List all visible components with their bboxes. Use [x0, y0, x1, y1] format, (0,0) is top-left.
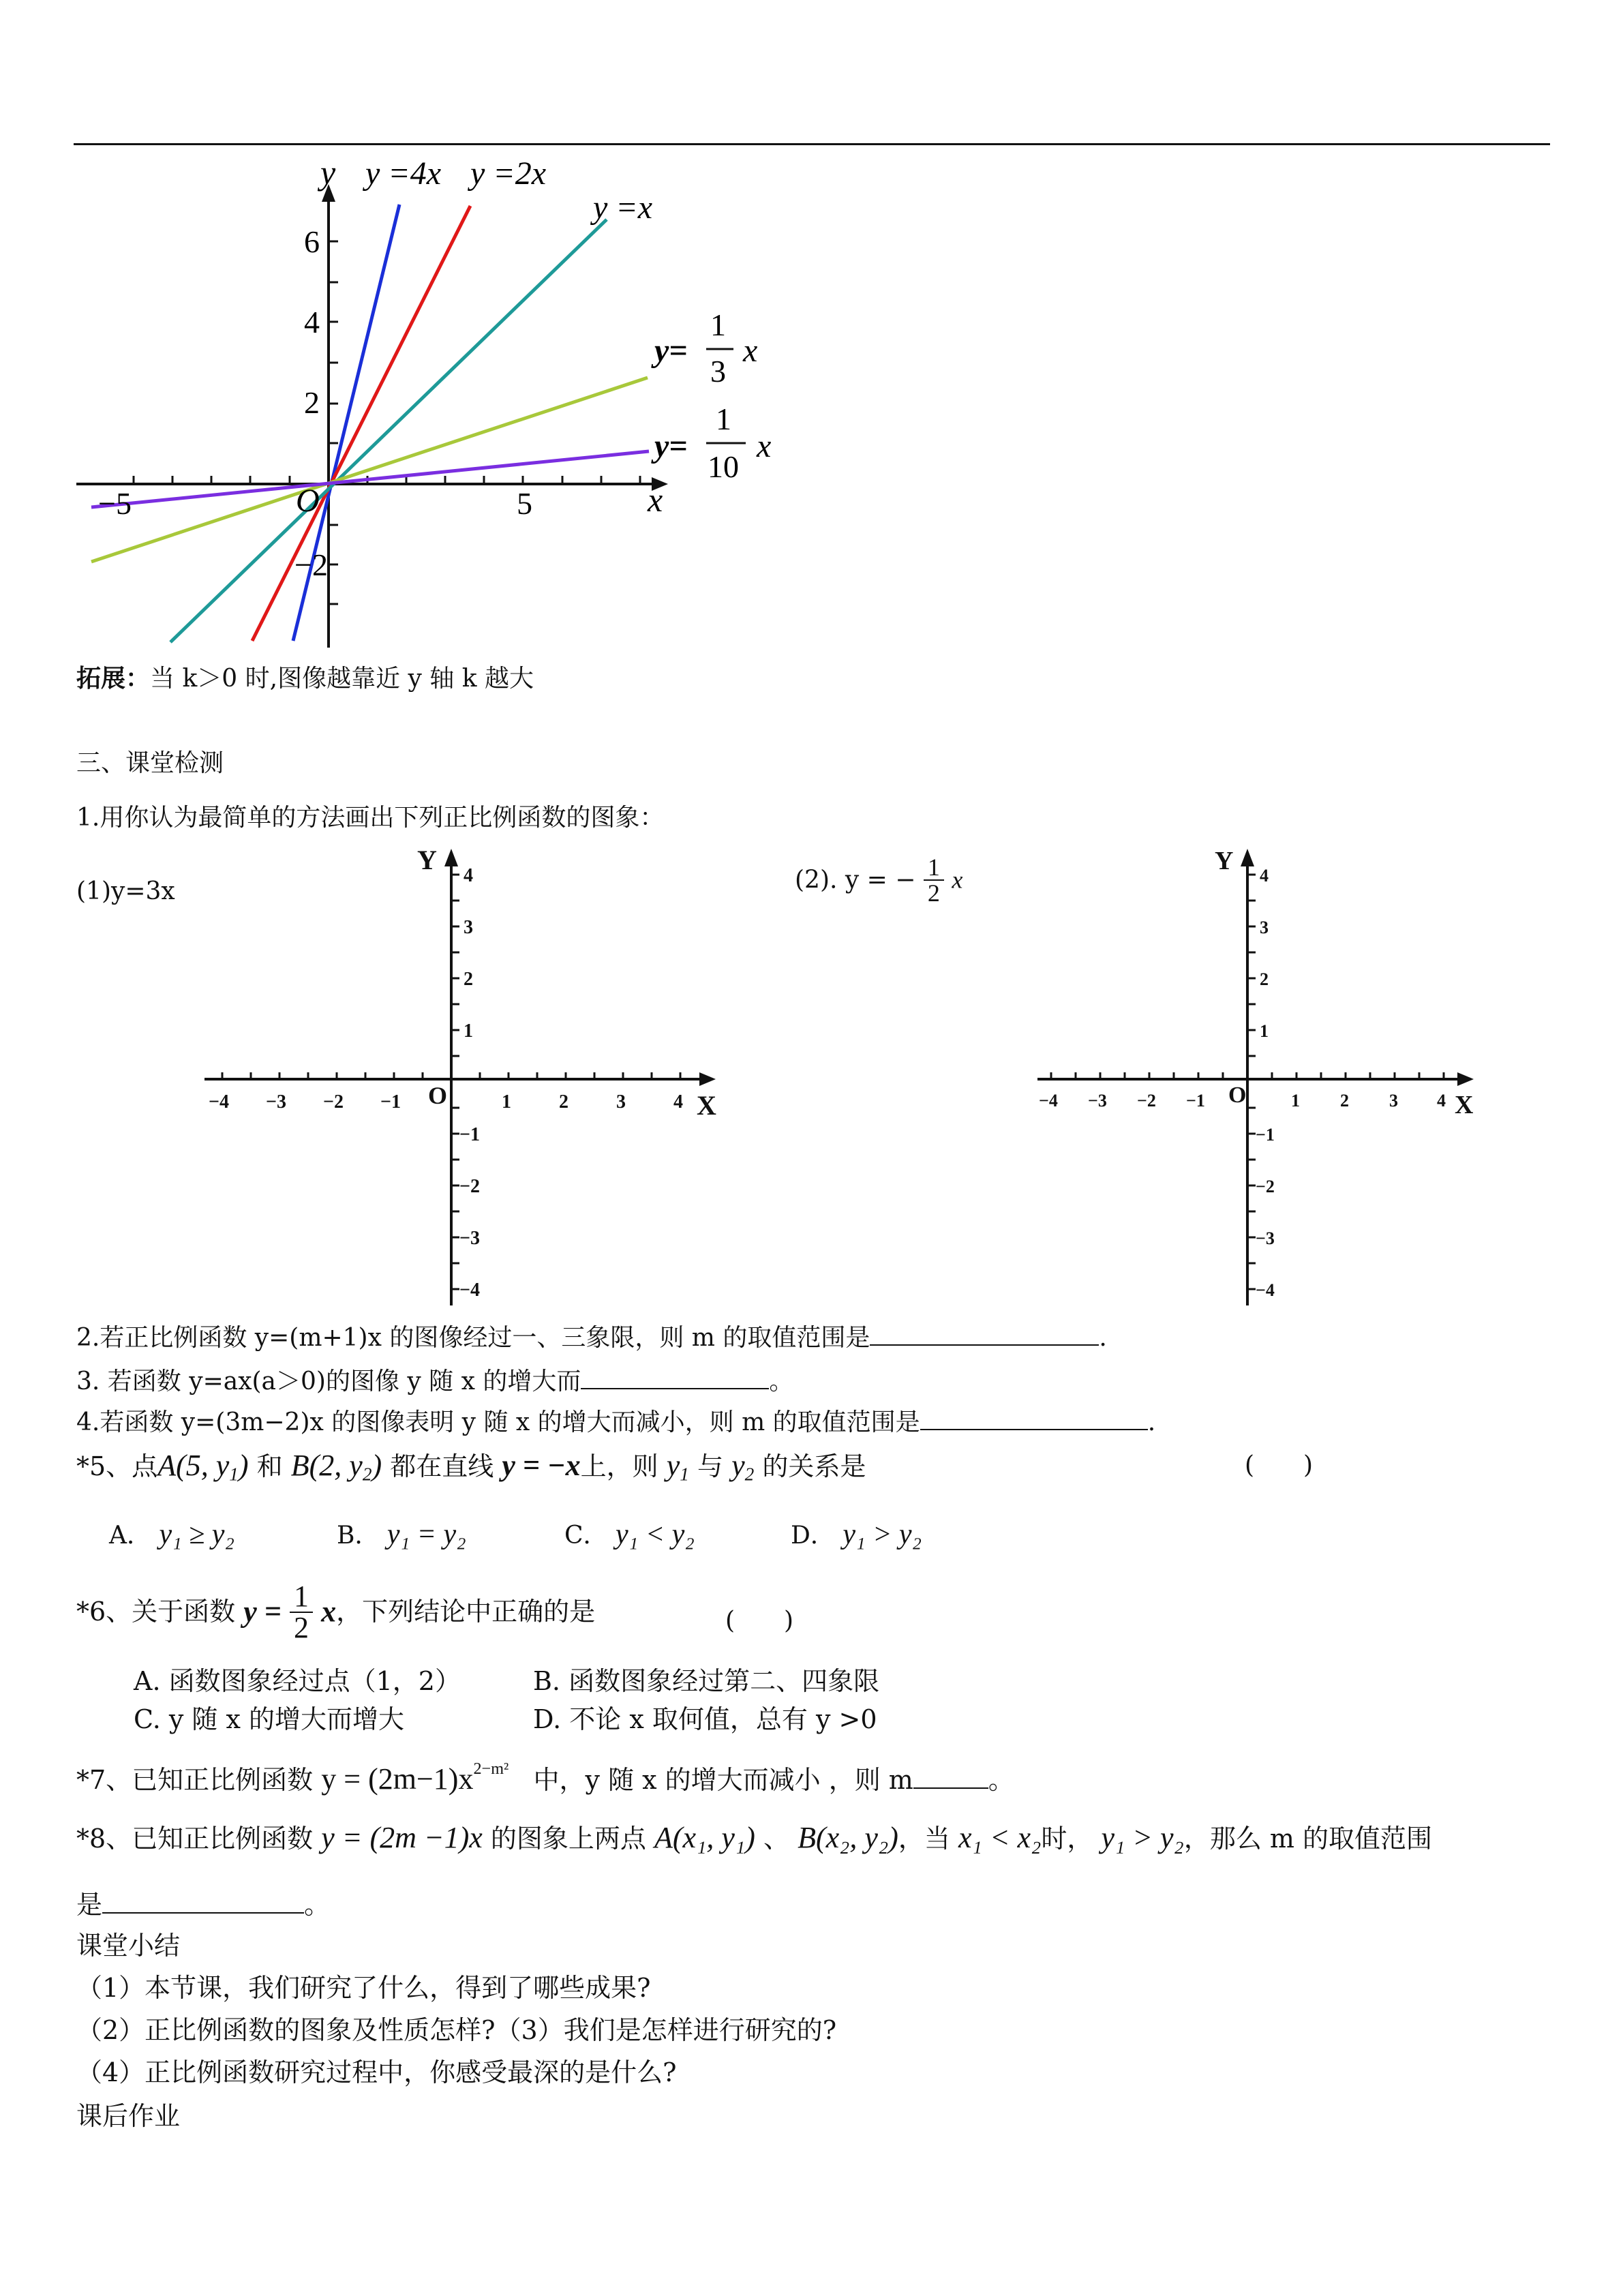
- label-y-2x: y =2x: [470, 157, 546, 192]
- q8-prefix: *8、已知正比例函数: [76, 1824, 314, 1854]
- q5-option-b: B． y₁ = y₂: [337, 1519, 466, 1550]
- extension-text: 当 k＞0 时,图像越靠近 y 轴 k 越大: [150, 665, 534, 693]
- graph-origin-label: O: [296, 483, 320, 519]
- q2-end: .: [1099, 1324, 1107, 1352]
- ax1-ytick-n3: −3: [459, 1228, 480, 1249]
- q1-part2: [795, 855, 962, 905]
- q8-point-a: A(x₁, y₁): [654, 1821, 755, 1854]
- q8-sep: 、: [763, 1824, 789, 1854]
- q6-paren: ( ): [725, 1607, 794, 1635]
- q8-res: y₁ > y₂: [1101, 1821, 1184, 1854]
- ax2-xtick-n4: −4: [1039, 1091, 1058, 1111]
- q5-and: 和: [256, 1451, 283, 1481]
- ax2-ytick-n4: −4: [1256, 1280, 1275, 1300]
- q7-prefix: *7、已知正比例函数: [76, 1764, 314, 1795]
- q8-when: ，当: [898, 1824, 950, 1854]
- proportional-functions-graph: [68, 157, 832, 654]
- line-y-2x: [252, 206, 470, 641]
- ax2-origin: O: [1228, 1083, 1247, 1108]
- ax2-xtick-n2: −2: [1137, 1091, 1156, 1111]
- ax2-ytick-3: 3: [1260, 918, 1269, 937]
- q5-y1: $y_1$: [666, 1449, 689, 1485]
- summary-title: 课堂小结: [76, 1931, 181, 1961]
- q1-part2-fraction: $\frac{1}{2}$: [924, 855, 944, 905]
- label-third-post: x: [743, 333, 758, 369]
- q3-end: 。: [769, 1368, 794, 1395]
- q1-part2-pre: (2). y = −: [795, 866, 916, 894]
- ax2-y-label: Y: [1215, 847, 1234, 875]
- label-third-pre: y=: [654, 333, 688, 369]
- q3-line: [76, 1366, 793, 1396]
- q5-point-b: B(2, $y_2$): [290, 1449, 382, 1485]
- ax1-ytick-n4: −4: [459, 1280, 480, 1301]
- extension-line: [76, 664, 534, 693]
- q7-tail: 中，y 随 x 的增大而减小 ，则 m: [533, 1764, 913, 1795]
- ax1-xtick-2: 2: [559, 1091, 568, 1113]
- graph-y-label: y: [320, 157, 336, 192]
- q4-text: 4.若函数 y=(3m−2)x 的图像表明 y 随 x 的增大而减小，则 m 的取值范围是: [76, 1408, 920, 1436]
- q5-with: 与: [697, 1451, 723, 1481]
- ax2-ytick-n1: −1: [1256, 1125, 1275, 1145]
- q8-tail: ，那么 m 的取值范围: [1183, 1824, 1433, 1854]
- graph-tick-6: 6: [304, 224, 320, 259]
- ax2-xtick-4: 4: [1437, 1091, 1446, 1111]
- q8-expr: y = (2m −1)x: [321, 1821, 483, 1854]
- q8-cond: x₁ < x₂: [958, 1821, 1042, 1854]
- header-rule: [74, 143, 1550, 145]
- graph-tick-neg5: −5: [98, 486, 132, 521]
- ax1-xtick-n1: −1: [380, 1091, 401, 1113]
- summary-line-2: （2）正比例函数的图象及性质怎样?（3）我们是怎样进行研究的?: [76, 2015, 837, 2045]
- ax1-ytick-n1: −1: [459, 1124, 480, 1145]
- q8-line2: 是 。: [76, 1890, 331, 1920]
- q5-y2: $y_2$: [731, 1449, 755, 1485]
- q6-tail: ，下列结论中正确的是: [336, 1597, 596, 1627]
- graph-tick-2: 2: [304, 385, 320, 420]
- q1-text: 1.用你认为最简单的方法画出下列正比例函数的图象：: [76, 804, 665, 832]
- q5-line-eq: y = −x: [502, 1449, 581, 1482]
- q3-blank: [581, 1366, 769, 1389]
- ax1-xtick-4: 4: [673, 1091, 683, 1113]
- ax1-origin: O: [428, 1082, 448, 1109]
- q5-tail1: 上，则: [580, 1451, 658, 1481]
- q2-blank: [870, 1323, 1099, 1346]
- summary-line-3: （4）正比例函数研究过程中，你感受最深的是什么?: [76, 2057, 677, 2087]
- axes-grid-1: [198, 842, 729, 1312]
- ax1-ytick-1: 1: [464, 1021, 473, 1042]
- ax1-xtick-n4: −4: [209, 1091, 229, 1113]
- q5-paren: ( ): [1245, 1451, 1314, 1479]
- ax1-ytick-2: 2: [464, 969, 473, 990]
- q6-option-b: B. 函数图象经过第二、四象限: [533, 1666, 880, 1696]
- graph-x-label: x: [648, 481, 663, 519]
- q6-prefix: *6、关于函数: [76, 1597, 236, 1627]
- q6-option-a: A. 函数图象经过点（1，2）: [134, 1666, 461, 1696]
- ax2-ytick-2: 2: [1260, 969, 1269, 989]
- q5-option-c: C． y₁ < y₂: [564, 1519, 695, 1550]
- section3-title: 三、课堂检测: [76, 749, 224, 777]
- q4-end: .: [1147, 1408, 1156, 1436]
- q6-y: y =: [243, 1595, 282, 1629]
- ax2-x-label: X: [1455, 1091, 1474, 1119]
- ax1-ytick-n2: −2: [459, 1176, 480, 1197]
- ax2-ytick-4: 4: [1260, 866, 1269, 886]
- q8-mid: 的图象上两点: [490, 1824, 646, 1854]
- graph-tick-neg2: −2: [294, 547, 328, 582]
- q6-option-d: D. 不论 x 取何值，总有 y >0: [533, 1704, 877, 1734]
- summary-line-1: （1）本节课，我们研究了什么，得到了哪些成果?: [76, 1973, 651, 2003]
- q5-option-d: D． y₁ > y₂: [791, 1519, 922, 1550]
- q3-text: 3. 若函数 y=ax(a＞0)的图像 y 随 x 的增大而: [76, 1368, 581, 1395]
- q7-expr: $y = (2m-1)x^{2-m^2}$: [321, 1759, 509, 1796]
- q5-line: [76, 1448, 866, 1485]
- graph-tick-5: 5: [517, 486, 532, 521]
- q5-mid: 都在直线: [390, 1451, 494, 1481]
- ax2-ytick-n3: −3: [1256, 1228, 1275, 1248]
- label-tenth-post: x: [757, 428, 772, 464]
- q8-line: [76, 1820, 1432, 1856]
- q7-end: 。: [988, 1764, 1014, 1795]
- q6-x: x: [321, 1595, 337, 1629]
- line-y-x: [170, 220, 607, 642]
- ax1-y-label: Y: [417, 845, 437, 875]
- q5-tail2: 的关系是: [762, 1451, 866, 1481]
- q5-point-a: A(5, $y_1$): [157, 1449, 249, 1485]
- label-tenth-num: 1: [716, 402, 731, 436]
- q5-option-a: A． y₁ ≥ y₂: [109, 1519, 234, 1550]
- ax2-xtick-1: 1: [1291, 1091, 1300, 1111]
- ax1-ytick-4: 4: [464, 865, 473, 886]
- label-tenth-den: 10: [708, 449, 739, 484]
- ax1-x-label: X: [697, 1090, 716, 1121]
- q4-blank: [920, 1407, 1148, 1430]
- ax2-xtick-n1: −1: [1186, 1091, 1205, 1111]
- q6-fraction: $\frac{1}{2}$: [290, 1582, 313, 1643]
- ax1-xtick-n3: −3: [266, 1091, 286, 1113]
- graph-ticks: [134, 241, 640, 604]
- q1-part2-post: x: [952, 866, 963, 894]
- graph-tick-4: 4: [304, 305, 320, 339]
- label-y-4x: y =4x: [365, 157, 441, 192]
- q2-line: [76, 1323, 1107, 1353]
- ax1-xtick-n2: −2: [323, 1091, 344, 1113]
- axes-grid-2: [1031, 842, 1494, 1312]
- ax1-xtick-3: 3: [616, 1091, 626, 1113]
- extension-label: 拓展：: [76, 664, 151, 693]
- homework-title: 课后作业: [76, 2101, 181, 2131]
- q6-line: [76, 1582, 595, 1643]
- ax1-xtick-1: 1: [502, 1091, 511, 1113]
- label-third-num: 1: [710, 307, 726, 342]
- label-tenth-pre: y=: [654, 428, 688, 464]
- ax2-ytick-n2: −2: [1256, 1177, 1275, 1196]
- ax1-ytick-3: 3: [464, 917, 473, 938]
- q4-line: [76, 1407, 1155, 1437]
- label-y-x: y =x: [593, 190, 652, 226]
- q7-line: [76, 1759, 1014, 1798]
- ax2-xtick-3: 3: [1389, 1091, 1398, 1111]
- q5-prefix: *5、点: [76, 1451, 158, 1481]
- q8-point-b: B(x₂, y₂): [798, 1821, 898, 1854]
- q1-part1: (1)y=3x: [76, 877, 175, 905]
- line-y-tenth-x: [91, 451, 649, 507]
- label-third-den: 3: [710, 354, 726, 389]
- q7-blank: [913, 1766, 988, 1789]
- ax2-ytick-1: 1: [1260, 1021, 1269, 1041]
- ax2-xtick-n3: −3: [1088, 1091, 1107, 1111]
- q6-option-c: C. y 随 x 的增大而增大: [134, 1704, 405, 1734]
- q8-blank: [102, 1890, 304, 1914]
- q2-text: 2.若正比例函数 y=(m+1)x 的图像经过一、三象限，则 m 的取值范围是: [76, 1324, 870, 1352]
- ax2-xtick-2: 2: [1340, 1091, 1349, 1111]
- q8-time: 时，: [1041, 1824, 1093, 1854]
